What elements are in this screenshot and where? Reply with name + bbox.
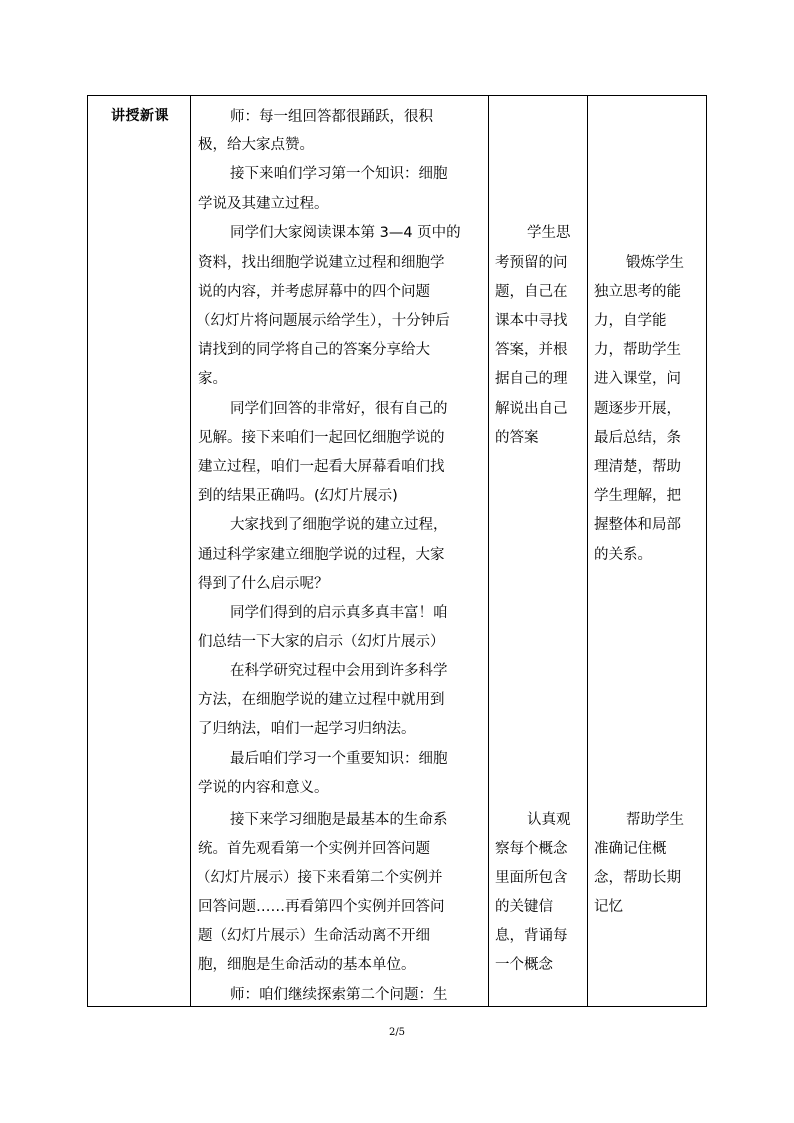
intent-line: 握整体和局部 <box>594 517 681 533</box>
student-line: 察每个概念 <box>495 841 568 857</box>
intent-line: 独立思考的能 <box>594 284 681 300</box>
teacher-line: 胞，细胞是生命活动的基本单位。 <box>198 957 416 973</box>
student-line: 据自己的理 <box>495 371 568 387</box>
student-line: 认真观 <box>527 812 571 828</box>
teacher-line: 极，给大家点赞。 <box>198 137 314 153</box>
page-number: 2/5 <box>388 1027 406 1038</box>
teacher-line: 回答问题……再看第四个实例并回答问 <box>198 899 445 915</box>
student-line: 考预留的问 <box>495 255 568 271</box>
intent-line: 准确记住概 <box>594 841 667 857</box>
student-line: 一个概念 <box>495 957 553 973</box>
student-line: 息，背诵每 <box>495 928 568 944</box>
teacher-line: 请找到的同学将自己的答案分享给大 <box>198 342 430 358</box>
intent-line: 理清楚，帮助 <box>594 459 681 475</box>
intent-line: 帮助学生 <box>626 812 684 828</box>
intent-line: 力，帮助学生 <box>594 342 681 358</box>
teacher-activity-cell <box>198 0 483 1006</box>
teacher-line: 学说及其建立过程。 <box>198 196 329 212</box>
teacher-line: 同学们得到的启示真多真丰富！咱 <box>230 605 448 621</box>
section-label: 讲授新课 <box>111 108 169 124</box>
teacher-line: 了归纳法，咱们一起学习归纳法。 <box>198 721 416 737</box>
intent-line: 锻炼学生 <box>626 255 684 271</box>
teacher-line: 得到了什么启示呢？ <box>198 576 329 592</box>
column-divider-1 <box>190 95 191 1007</box>
student-line: 课本中寻找 <box>495 313 568 329</box>
student-line: 答案，并根 <box>495 342 568 358</box>
student-line: 的关键信 <box>495 899 553 915</box>
student-line: 题，自己在 <box>495 284 568 300</box>
table-right-border <box>706 95 707 1007</box>
teacher-line: 师：每一组回答都很踊跃，很积 <box>230 109 433 125</box>
teacher-line: 接下来咱们学习第一个知识：细胞 <box>230 166 448 182</box>
teacher-line: 们总结一下大家的启示（幻灯片展示） <box>198 634 445 650</box>
student-line: 里面所包含 <box>495 870 568 886</box>
student-line: 学生思 <box>527 225 571 241</box>
column-divider-2 <box>488 95 489 1007</box>
teacher-line: 学说的内容和意义。 <box>198 780 329 796</box>
teacher-line: 建立过程，咱们一起看大屏幕看咱们找 <box>198 459 445 475</box>
teacher-line: 统。首先观看第一个实例并回答问题 <box>198 841 430 857</box>
student-activity-cell <box>495 0 583 1006</box>
teacher-line: 方法，在细胞学说的建立过程中就用到 <box>198 692 445 708</box>
intent-line: 记忆 <box>594 899 623 915</box>
teacher-line: 见解。接下来咱们一起回忆细胞学说的 <box>198 430 445 446</box>
teacher-line: 接下来学习细胞是最基本的生命系 <box>230 812 448 828</box>
teacher-line: 家。 <box>198 371 227 387</box>
teacher-line: （幻灯片将问题展示给学生），十分钟后 <box>196 313 450 329</box>
teacher-line: 同学们大家阅读课本第 3—4 页中的 <box>230 225 461 241</box>
intent-line: 力，自学能 <box>594 313 667 329</box>
teacher-line: 最后咱们学习一个重要知识：细胞 <box>230 751 448 767</box>
teacher-line: 大家找到了细胞学说的建立过程， <box>230 517 448 533</box>
intent-line: 题逐步开展， <box>594 401 681 417</box>
intent-line: 学生理解，把 <box>594 488 681 504</box>
teacher-line: 到的结果正确吗。(幻灯片展示) <box>198 488 398 504</box>
table-bottom-border <box>87 1006 707 1007</box>
teacher-line: 在科学研究过程中会用到许多科学 <box>230 663 448 679</box>
column-divider-3 <box>587 95 588 1007</box>
teacher-line: 说的内容，并考虑屏幕中的四个问题 <box>198 284 430 300</box>
student-line: 的答案 <box>495 430 539 446</box>
teacher-line: 资料，找出细胞学说建立过程和细胞学 <box>198 255 445 271</box>
intent-line: 进入课堂，问 <box>594 371 681 387</box>
design-intent-cell <box>594 0 702 1006</box>
teacher-line: （幻灯片展示）接下来看第二个实例并 <box>196 870 443 886</box>
teacher-line: 题（幻灯片展示）生命活动离不开细 <box>198 928 430 944</box>
intent-line: 最后总结，条 <box>594 430 681 446</box>
intent-line: 念，帮助长期 <box>594 870 681 886</box>
student-line: 解说出自己 <box>495 401 568 417</box>
teacher-line: 通过科学家建立细胞学说的过程，大家 <box>198 547 445 563</box>
table-left-border <box>87 95 88 1007</box>
intent-line: 的关系。 <box>594 547 652 563</box>
teacher-line: 同学们回答的非常好，很有自己的 <box>230 401 448 417</box>
teacher-line: 师：咱们继续探索第二个问题：生 <box>230 987 448 1003</box>
